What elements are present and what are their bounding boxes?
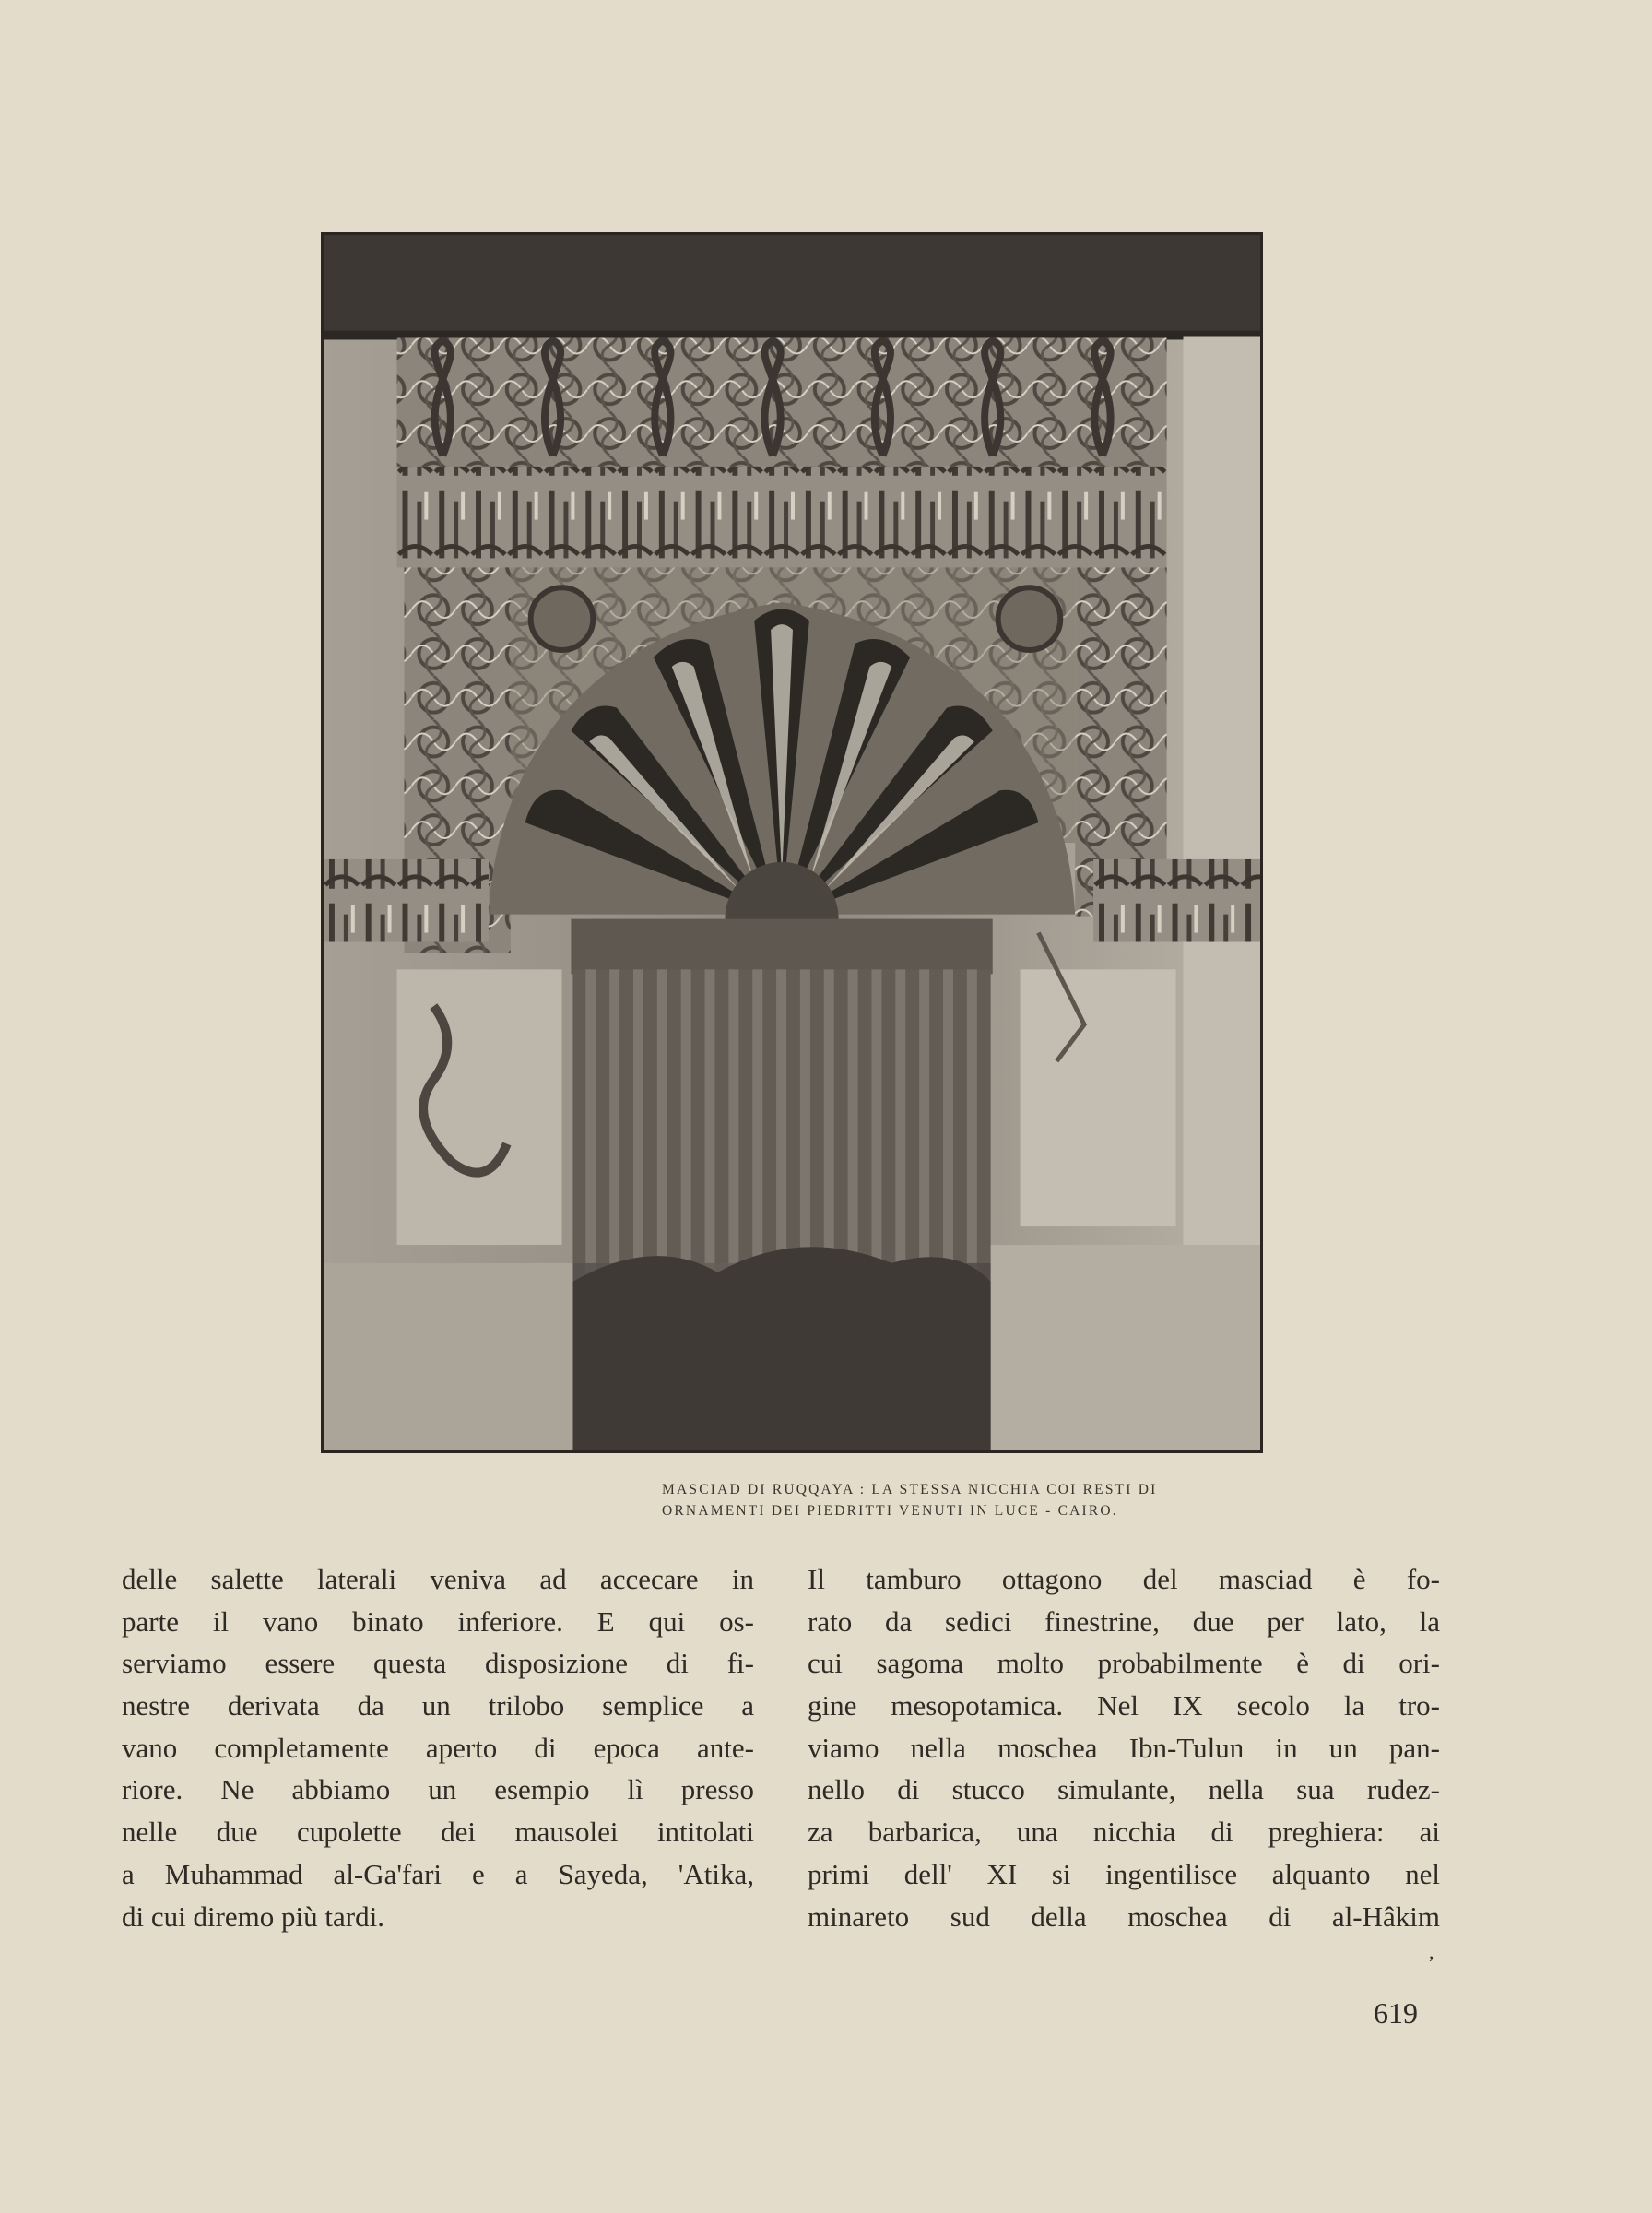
- right-line-4: gine mesopotamica. Nel IX secolo la tro-: [808, 1689, 1440, 1722]
- right-line-2: rato da sedici finestrine, due per lato, la: [808, 1604, 1440, 1638]
- right-line-1: Il tamburo ottagono del masciad è fo-: [808, 1563, 1440, 1595]
- right-line-5: viamo nella moschea Ibn-Tulun in un pan-: [808, 1731, 1440, 1764]
- right-line-6: nello di stucco simulante, nella sua rudez-: [808, 1773, 1440, 1806]
- right-line-9: minareto sud della moschea di al-Hâkim: [808, 1899, 1440, 1933]
- figure-caption: [662, 1479, 1263, 1521]
- text-column-right: [808, 1558, 1440, 1937]
- right-line-3: cui sagoma molto probabilmente è di ori-: [808, 1647, 1440, 1680]
- left-line-5: vano completamente aperto di epoca ante-: [122, 1731, 754, 1764]
- left-line-7: nelle due cupolette dei mausolei intitolati: [122, 1816, 754, 1849]
- left-line-6: riore. Ne abbiamo un esempio lì presso: [122, 1773, 754, 1806]
- left-line-9: di cui diremo più tardi.: [122, 1899, 384, 1933]
- text-column-left: [122, 1558, 754, 1937]
- stray-comma: ,: [1429, 1940, 1434, 1963]
- caption-line-1: MASCIAD DI RUQQAYA : LA STESSA NICCHIA COI RESTI DI: [662, 1482, 1158, 1497]
- left-line-1: delle salette laterali veniva ad accecare in: [122, 1563, 754, 1595]
- page-number: 619: [1374, 1996, 1418, 2030]
- left-line-4: nestre derivata da un trilobo semplice a: [122, 1689, 754, 1722]
- niche-photograph: [321, 232, 1263, 1453]
- right-line-7: za barbarica, una nicchia di preghiera: ai: [808, 1816, 1440, 1849]
- left-line-8: a Muhammad al-Ga'fari e a Sayeda, 'Atika,: [122, 1857, 754, 1890]
- caption-line-2: ORNAMENTI DEI PIEDRITTI VENUTI IN LUCE - CAIRO.: [662, 1503, 1118, 1519]
- left-line-2: parte il vano binato inferiore. E qui os-: [122, 1604, 754, 1638]
- right-line-8: primi dell' XI si ingentilisce alquanto nel: [808, 1857, 1440, 1890]
- left-line-3: serviamo essere questa disposizione di fi-: [122, 1647, 754, 1680]
- stucco-niche-image: [324, 235, 1260, 1450]
